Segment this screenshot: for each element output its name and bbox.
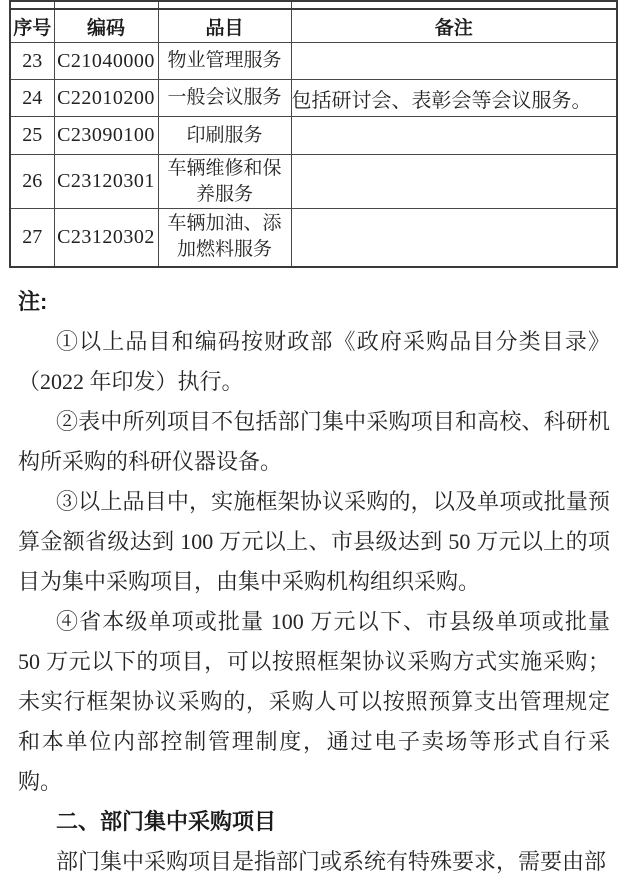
note-paragraph-2: ②表中所列项目不包括部门集中采购项目和高校、科研机构所采购的科研仪器设备。 — [18, 408, 610, 474]
cell-code: C22010200 — [54, 80, 158, 117]
cell-code: C23120301 — [54, 155, 158, 209]
cell-code: C21040000 — [54, 43, 158, 80]
cell-serial-number: 26 — [10, 155, 54, 209]
table-cutoff-row — [10, 1, 617, 9]
cell-item: 物业管理服务 — [158, 43, 291, 80]
cell-code: C23120302 — [54, 209, 158, 267]
procurement-items-table — [9, 0, 618, 268]
cell-serial-number: 27 — [10, 209, 54, 267]
cell-remarks: 包括研讨会、表彰会等会议服务。 — [291, 80, 617, 117]
header-code: 编码 — [54, 9, 158, 43]
note-paragraph-4: ④省本级单项或批量 100 万元以下、市县级单项或批量 50 万元以下的项目，可以按照框架协议采购方式实施采购；未实行框架协议采购的，采购人可以按照预算支出管理规定和本单位内部控制管理制度，通过电子卖场等形式自行采购。 — [18, 608, 610, 794]
notes-section — [18, 282, 610, 882]
table-header-row — [10, 9, 617, 43]
header-remarks: 备注 — [291, 9, 617, 43]
cell-remarks — [291, 43, 617, 80]
cell-remarks — [291, 117, 617, 155]
table-row — [10, 43, 617, 80]
note-paragraph-3: ③以上品目中，实施框架协议采购的，以及单项或批量预算金额省级达到 100 万元以上、市县级达到 50 万元以上的项目为集中采购项目，由集中采购机构组织采购。 — [18, 488, 610, 594]
cell-serial-number: 24 — [10, 80, 54, 117]
notes-label: 注: — [18, 288, 48, 314]
header-serial-number: 序号 — [10, 9, 54, 43]
table-row — [10, 209, 617, 267]
cutoff-cell — [10, 1, 54, 9]
cell-remarks — [291, 155, 617, 209]
note-paragraph-1: ①以上品目和编码按财政部《政府采购品目分类目录》（2022 年印发）执行。 — [18, 328, 610, 394]
cell-item: 车辆加油、添加燃料服务 — [158, 209, 291, 267]
cutoff-cell — [291, 1, 617, 9]
cell-code: C23090100 — [54, 117, 158, 155]
table-row — [10, 80, 617, 117]
section-heading: 二、部门集中采购项目 — [56, 808, 277, 834]
cell-item: 印刷服务 — [158, 117, 291, 155]
header-item: 品目 — [158, 9, 291, 43]
cutoff-cell — [54, 1, 158, 9]
cell-item: 一般会议服务 — [158, 80, 291, 117]
table-row — [10, 117, 617, 155]
table-row — [10, 155, 617, 209]
cell-item: 车辆维修和保养服务 — [158, 155, 291, 209]
section-paragraph: 部门集中采购项目是指部门或系统有特殊要求，需要由部 — [56, 848, 607, 874]
cell-serial-number: 25 — [10, 117, 54, 155]
cell-serial-number: 23 — [10, 43, 54, 80]
cutoff-cell — [158, 1, 291, 9]
cell-remarks — [291, 209, 617, 267]
